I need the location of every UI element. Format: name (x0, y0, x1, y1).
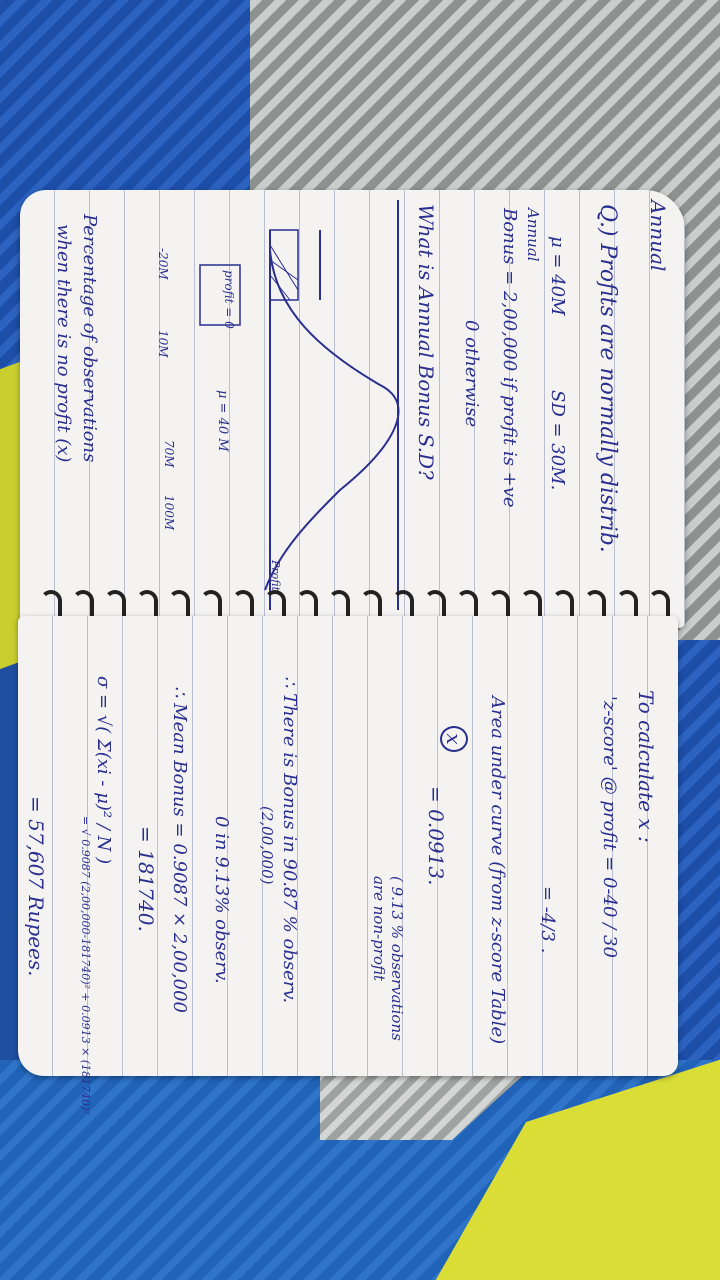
mean-text: μ = 40M (547, 236, 568, 316)
bonus-label: Annual (524, 208, 542, 262)
question-ask: What is Annual Bonus S.D? (414, 204, 438, 480)
normal-curve-sketch (20, 190, 685, 628)
zero-observation: 0 in 9.13% observ. (211, 816, 232, 984)
calc-heading: To calculate x : (634, 690, 658, 843)
notebook-page-left (20, 190, 685, 628)
graph-tick-10: 10M (156, 330, 170, 358)
z-score-value: = -4/3 . (537, 886, 558, 954)
shaded-region (270, 230, 298, 300)
graph-tick-70: 70M (162, 440, 176, 468)
sigma-calculation: = √ 0.9087 (2,00,000-181740)² + 0.0913 × (181740)² (79, 816, 92, 1115)
graph-label-profit-zero: profit = 0 (222, 270, 236, 329)
graph-tick-minus20: -20M (156, 248, 170, 280)
footnote-line-1: Percentage of observations (79, 214, 100, 463)
mean-bonus-line: ∴ Mean Bonus = 0.9087 × 2,00,000 (169, 686, 190, 1013)
z-score-line: 'z-score' @ profit = 0-40 / 30 (599, 696, 620, 958)
heading-annual: Annual (646, 200, 670, 272)
bonus-observation: ∴ There is Bonus in 90.87 % observ. (279, 676, 300, 1004)
bonus-line: Bonus = 2,00,000 if profit is +ve (499, 208, 520, 508)
bonus-amount: (2,00,000) (258, 806, 276, 885)
mean-bonus-value: = 181740. (134, 826, 158, 932)
otherwise-line: 0 otherwise (461, 320, 482, 428)
area-line: Area under curve (from z-score Table) (487, 696, 508, 1045)
bell-curve (265, 250, 399, 590)
graph-axis-label: Profit (269, 560, 282, 592)
question-text: Q.) Profits are normally distrib. (595, 204, 620, 553)
sigma-formula: σ = √( Σ(xi - μ)² / N ) (93, 676, 114, 865)
sd-text: SD = 30M. (547, 390, 568, 491)
area-value: = 0.0913. (424, 786, 448, 886)
x-circle: x (440, 726, 468, 752)
footnote-line-2: when there is no profit (x) (53, 224, 74, 463)
final-result: = 57,607 Rupees. (24, 796, 48, 977)
non-profit-note: ( 9.13 % observations are non-profit (370, 876, 406, 1041)
graph-label-mu: μ = 40 M (215, 390, 230, 452)
graph-tick-100: 100M (162, 495, 176, 531)
notebook-page-right (18, 616, 678, 1115)
